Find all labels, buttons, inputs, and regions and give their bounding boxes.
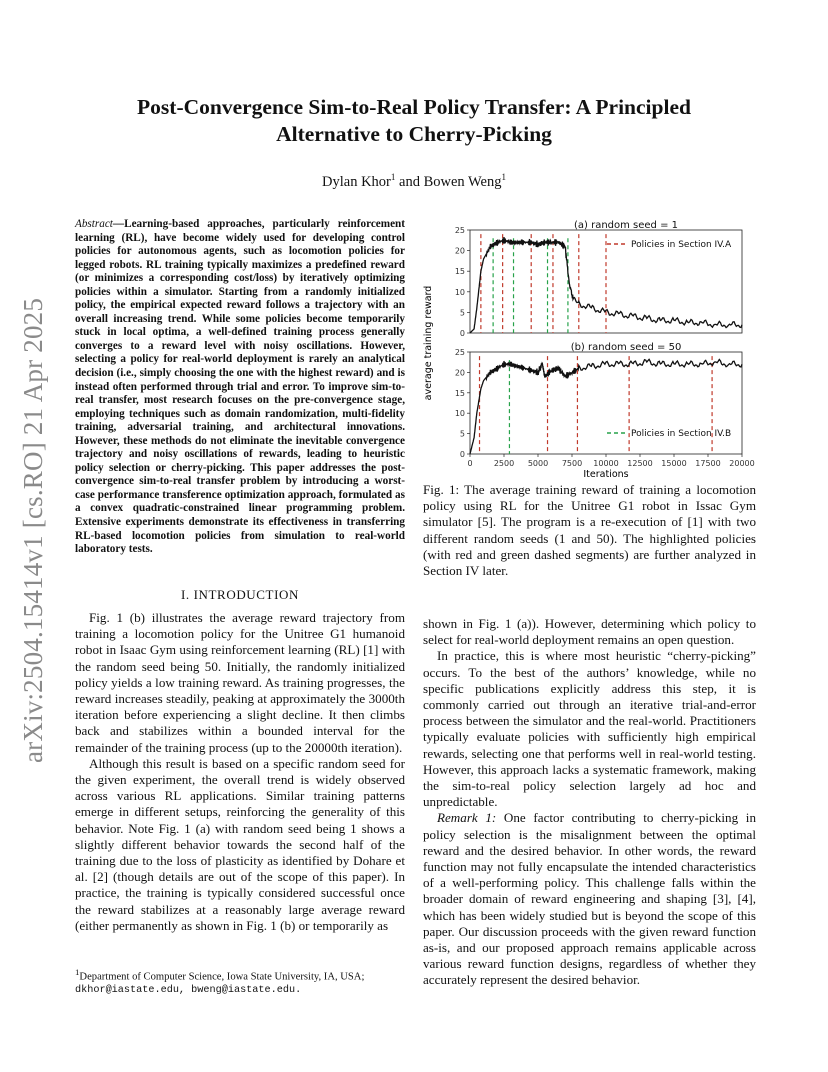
figure-caption: Fig. 1: The average training reward of training a locomotion policy using RL for the Unitree G1 robot in Issac Gym simulator [5]. The program is a re-execution of [1] with two different random seeds (1 and 50). The highlighted policies (with red and green dashed segments) are further analyzed in Section IV later.	[423, 482, 756, 579]
paragraph: In practice, this is where most heuristic “cherry-picking” occurs. To the best of the authors’ knowledge, while no specific publications explicitly address this step, it is commonly carried out through an iterative trial-and-error process between the simulator and the real-world. Practitioners typically evaluate policies with sufficiently high empirical rewards, selecting one that performs well in real-world testing. However, this approach lacks a systematic framework, making the sim-to-real policy selection largely ad hoc and unpredictable.	[423, 648, 756, 810]
panel-a-y-tick-label: 0	[459, 329, 465, 338]
panel-b-y-tick-label: 5	[459, 429, 465, 439]
panel-b-y-tick-label: 10	[454, 409, 465, 419]
panel-b-legend-label: Policies in Section IV.B	[631, 429, 732, 439]
panel-b-y-tick-label: 25	[454, 348, 465, 357]
right-column-body	[423, 616, 756, 989]
footnote-affiliation: Department of Computer Science, Iowa State University, IA, USA;	[79, 971, 365, 983]
panel-b-reward-line	[470, 359, 742, 454]
panel-a-y-tick-label: 25	[454, 226, 465, 235]
remark-text: One factor contributing to cherry-picking in policy selection is the misalignment between the optimal reward and the desired behavior. In other words, the reward function may not fully encapsulate the intended characteristics of a well-performing policy. This challenge falls within the broader domain of reward engineering and shaping [3], [4], which has been widely studied but is beyond the scope of this paper. Our discussion proceeds with the given reward function as-is, and our proposed approach remains applicable across various reward function designs, regardless of whether they accurately represent the desired behavior.	[423, 810, 756, 988]
abstract-text: —Learning-based approaches, particularly reinforcement learning (RL), have become widely used for developing control policies for autonomous agents, such as locomotion policies for legged robots. RL training typically maximizes a predefined reward (or minimizes a corresponding cost/loss) by iteratively optimizing policies within a simulator. Starting from a randomly initialized policy, the empirical expected reward follows a trajectory with an overall increasing trend. While some policies become temporarily stuck in local optima, a well-defined training process generally converges to a reward level with noisy oscillations. However, selecting a policy for real-world deployment is rarely an analytical decision (i.e., simply choosing the one with the highest reward) and is instead often performed through trial and error. To improve sim-to-real transfer, most research focuses on the pre-convergence stage, employing techniques such as domain randomization, multi-fidelity training, adversarial training, and architectural innovations. However, these methods do not eliminate the inevitable convergence trajectory and noisy oscillations of rewards, leading to heuristic policy selection or cherry-picking. This paper addresses the post-convergence sim-to-real transfer problem by introducing a worst-case performance transference optimization approach, formulated as a convex quadratic-constrained linear programming problem. Extensive experiments demonstrate its effectiveness in transferring RL-based locomotion policies from simulation to real-world laboratory tests.	[75, 218, 405, 556]
panel-a-title: (a) random seed = 1	[573, 220, 679, 231]
figure-1	[420, 218, 760, 480]
section-heading: I. INTRODUCTION	[180, 587, 300, 602]
panel-b-y-tick-label: 15	[454, 388, 465, 398]
paragraph: Although this result is based on a specific random seed for the given experiment, the overall trend is widely observed across various RL applications. Similar training patterns emerge in different setups, reinforcing the generality of this behavior. Note Fig. 1 (a) with random seed being 1 shows a slightly different behavior towards the second half of the training due to the loss of plasticity as identified by Dohare et al. [2] (though details are out of the scope of this paper). In practice, the training is typically considered successful once the reward stabilizes at a reasonably large average reward (either permanently as shown in Fig. 1 (b) or temporarily as	[75, 755, 405, 933]
remark-label: Remark 1:	[437, 810, 497, 826]
panel-b-x-tick-label: 12500	[627, 459, 653, 468]
arxiv-side-label: arXiv:2504.15414v1 [cs.RO] 21 Apr 2025	[18, 297, 48, 763]
panel-b-x-tick-label: 15000	[661, 459, 687, 468]
abstract-label: Abstract	[75, 218, 113, 230]
footnote	[75, 966, 410, 997]
panel-a-y-tick-label: 5	[459, 308, 465, 318]
panel-a-legend-label: Policies in Section IV.A	[631, 240, 732, 250]
footnote-emails: dkhor@iastate.edu, bweng@iastate.edu.	[75, 984, 302, 996]
figure-1-svg	[420, 218, 760, 480]
panel-a-y-tick-label: 15	[454, 267, 465, 277]
title-line-1: Post-Convergence Sim-to-Real Policy Transfer: A Principled	[137, 95, 691, 119]
panel-b-x-tick-label: 5000	[527, 459, 549, 468]
panel-a-y-tick-label: 10	[454, 287, 465, 297]
x-axis-label: Iterations	[583, 469, 629, 480]
panel-b-y-tick-label: 0	[459, 450, 465, 459]
panel-a-y-tick-label: 20	[454, 246, 465, 256]
authors	[80, 172, 748, 191]
panel-b-title: (b) random seed = 50	[570, 342, 682, 353]
abstract	[75, 218, 405, 557]
panel-b-x-tick-label: 0	[467, 459, 473, 468]
paragraph: Fig. 1 (b) illustrates the average reward trajectory from training a locomotion policy for the Unitree G1 humanoid robot in Isaac Gym using reinforcement learning (RL) [1] with the random seed being 50. Initially, the randomly initialized policy yields a low training reward. As training progresses, the reward increases steadily, peaking at approximately the 3000th iteration before experiencing a slight decline. It then climbs back and stabilizes within a bounded interval for the remainder of the training process (up to the 20000th iteration).	[75, 610, 405, 755]
author-2-affiliation: 1	[501, 172, 506, 182]
panel-b-x-tick-label: 2500	[493, 459, 515, 468]
paper-title	[80, 94, 748, 148]
panel-b-x-tick-label: 10000	[593, 459, 619, 468]
panel-b-y-tick-label: 20	[454, 368, 465, 378]
author-1-affiliation: 1	[390, 172, 396, 182]
paragraph: shown in Fig. 1 (a)). However, determining which policy to select for real-world deployment remains an open question.	[423, 616, 756, 648]
panel-b-x-tick-label: 7500	[561, 459, 583, 468]
panel-b-x-tick-label: 20000	[729, 459, 755, 468]
remark-paragraph	[423, 810, 756, 988]
author-join: and	[399, 173, 420, 190]
author-1: Dylan Khor	[322, 173, 391, 190]
title-line-2: Alternative to Cherry-Picking	[276, 122, 552, 146]
author-2: Bowen Weng	[423, 173, 502, 190]
panel-b-x-tick-label: 17500	[695, 459, 721, 468]
footnote-mark: 1	[75, 967, 80, 977]
left-column-body	[75, 610, 405, 934]
y-axis-label: average training reward	[423, 285, 434, 401]
